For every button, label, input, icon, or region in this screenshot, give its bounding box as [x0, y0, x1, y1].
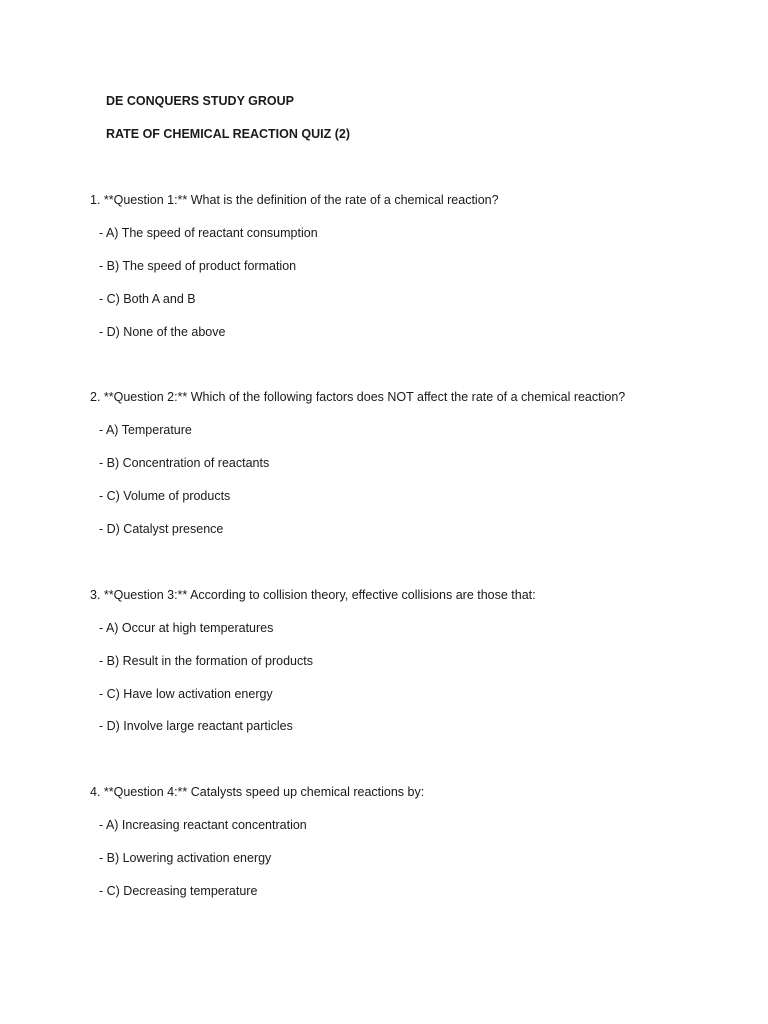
question-2-option-d: - D) Catalyst presence — [99, 522, 224, 536]
question-2-option-a: - A) Temperature — [99, 423, 192, 437]
question-3-option-d: - D) Involve large reactant particles — [99, 719, 293, 733]
question-2-text: 2. **Question 2:** Which of the following factors does NOT affect the rate of a chemical reaction? — [90, 390, 626, 404]
question-4-option-b: - B) Lowering activation energy — [99, 851, 272, 865]
study-group-title: DE CONQUERS STUDY GROUP — [106, 94, 294, 108]
question-1-text: 1. **Question 1:** What is the definition of the rate of a chemical reaction? — [90, 193, 499, 207]
question-3-option-b: - B) Result in the formation of products — [99, 654, 313, 668]
question-3-option-c: - C) Have low activation energy — [99, 687, 273, 701]
question-4-text: 4. **Question 4:** Catalysts speed up chemical reactions by: — [90, 785, 425, 799]
question-3-option-a: - A) Occur at high temperatures — [99, 621, 274, 635]
question-2-option-b: - B) Concentration of reactants — [99, 456, 270, 470]
question-2-option-c: - C) Volume of products — [99, 489, 231, 503]
question-1-option-b: - B) The speed of product formation — [99, 259, 297, 273]
question-4-option-c: - C) Decreasing temperature — [99, 884, 258, 898]
question-1-option-c: - C) Both A and B — [99, 292, 196, 306]
question-1-option-d: - D) None of the above — [99, 325, 226, 339]
question-1-option-a: - A) The speed of reactant consumption — [99, 226, 318, 240]
question-4-option-a: - A) Increasing reactant concentration — [99, 818, 307, 832]
quiz-title: RATE OF CHEMICAL REACTION QUIZ (2) — [106, 127, 350, 141]
question-3-text: 3. **Question 3:** According to collision theory, effective collisions are those that: — [90, 588, 536, 602]
